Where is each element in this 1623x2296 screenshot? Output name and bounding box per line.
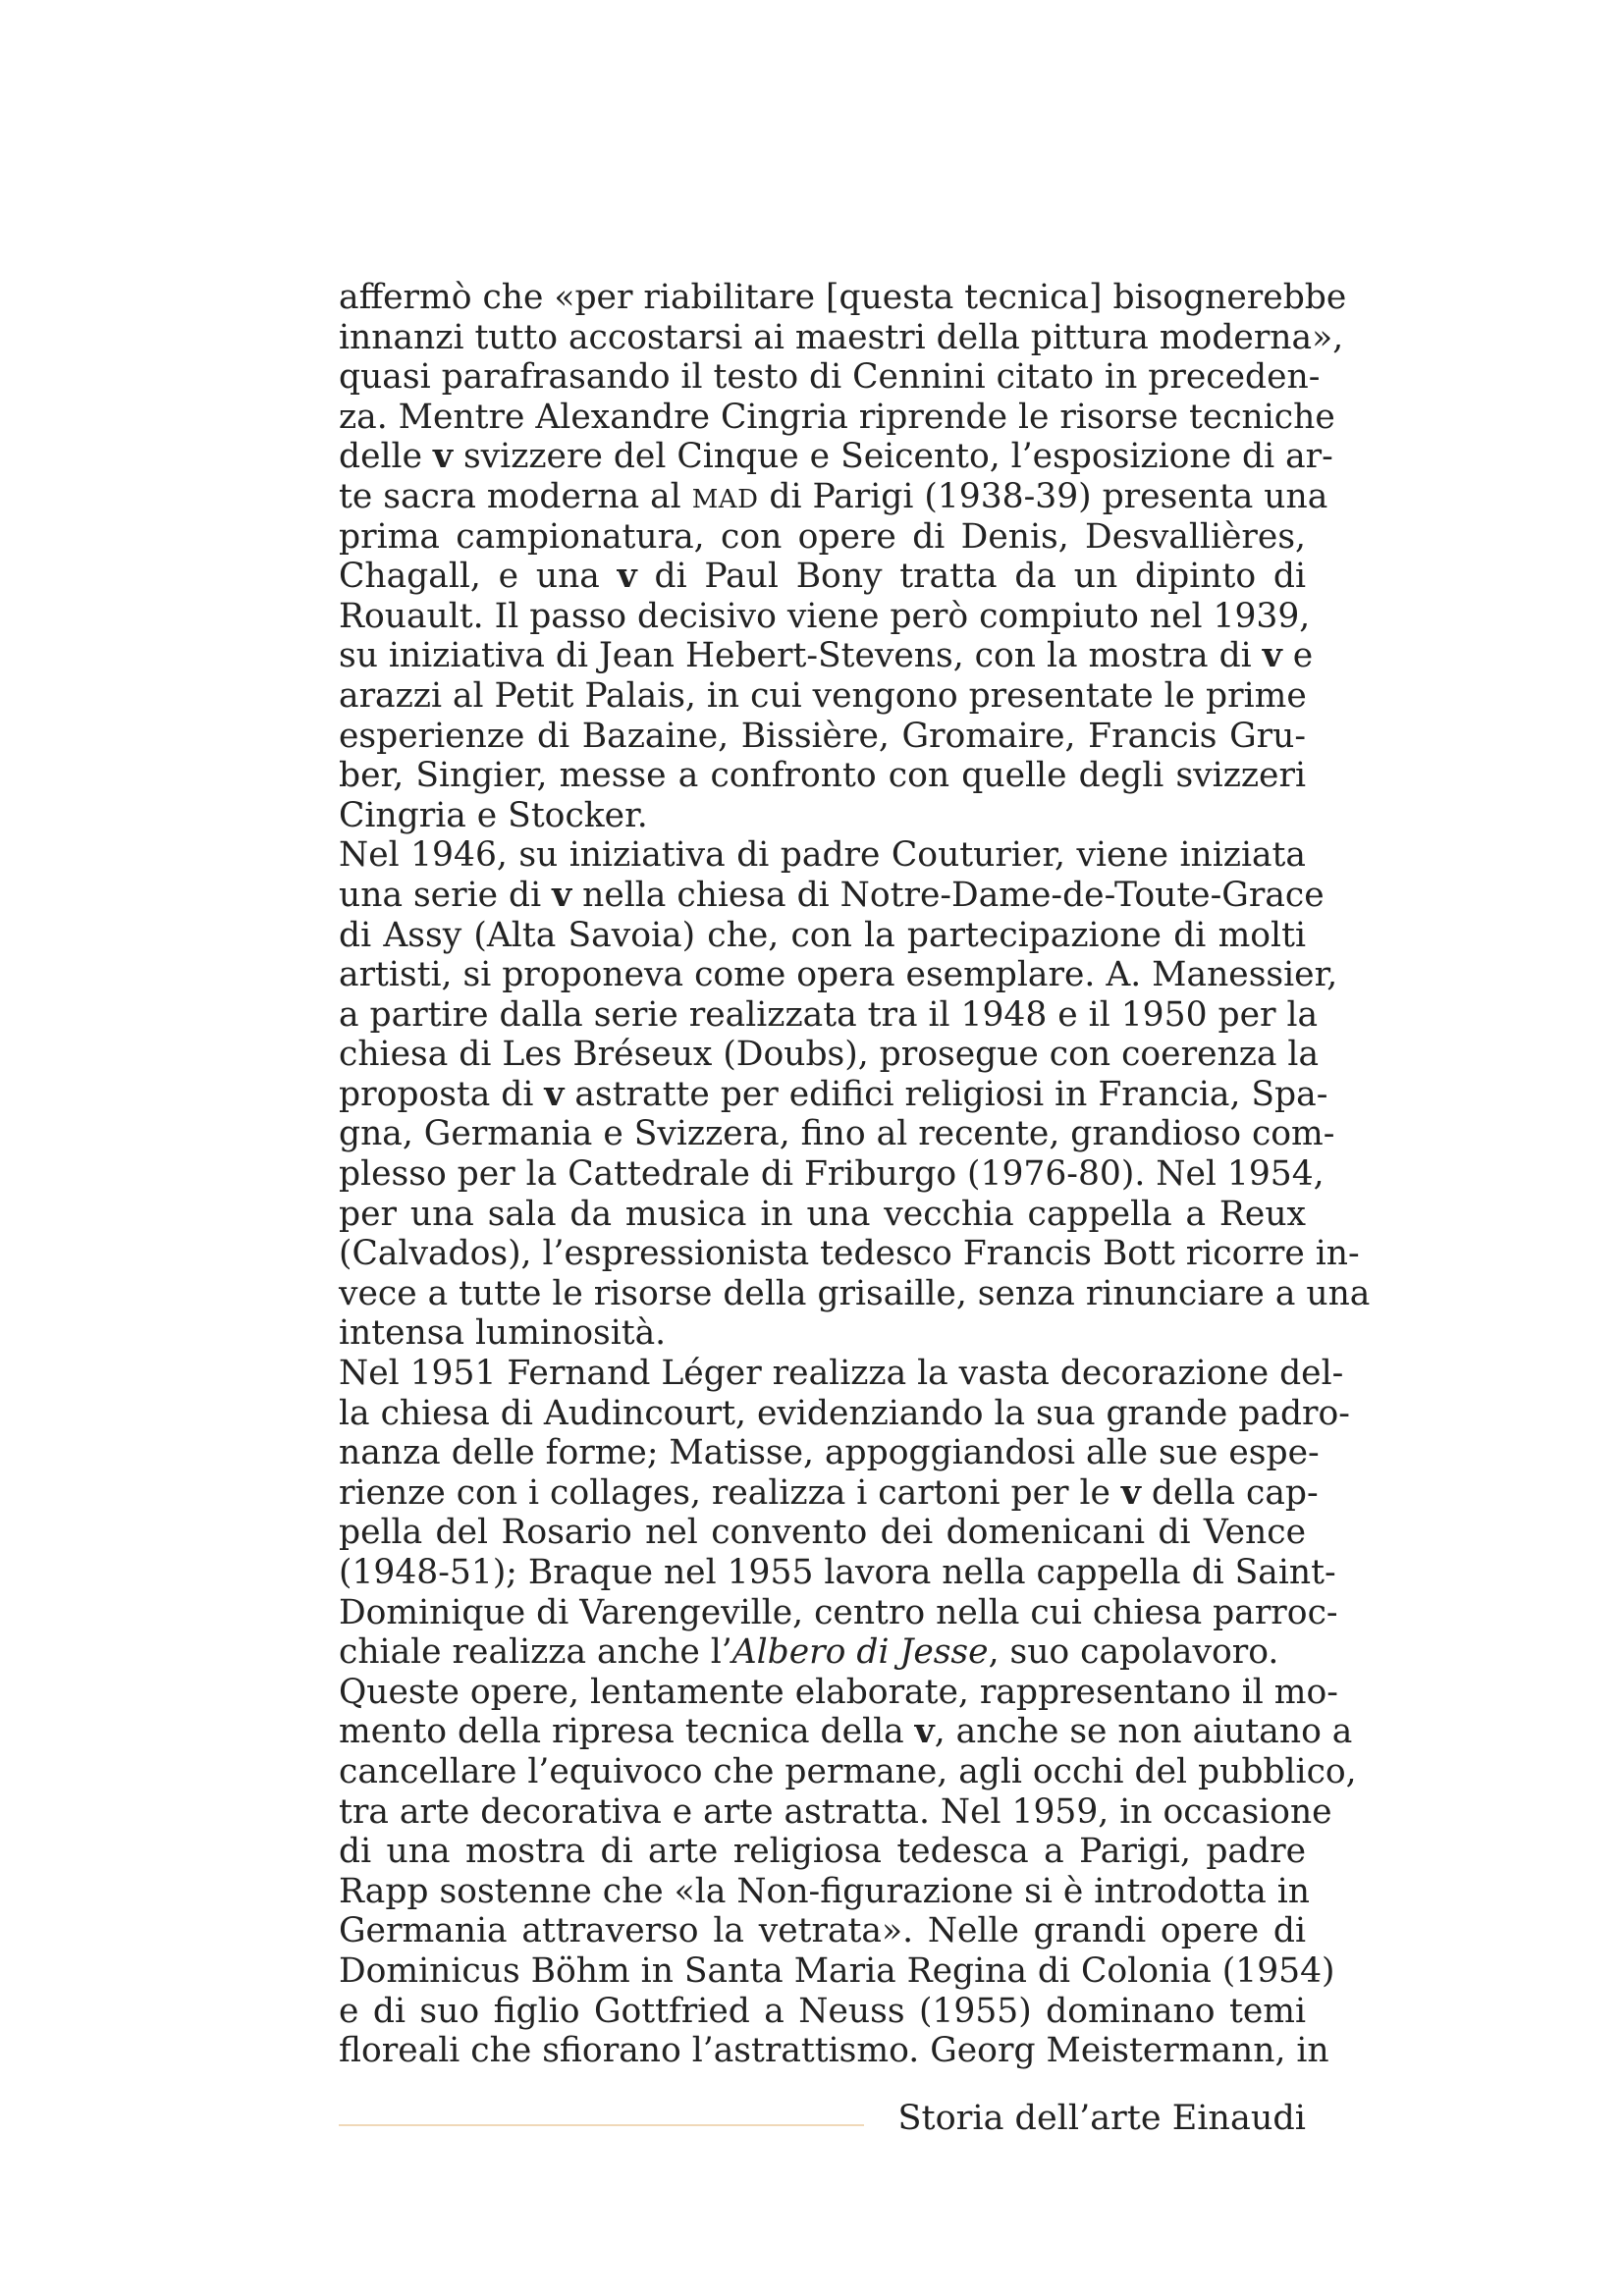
text-line: cancellare l’equivoco che permane, agli occhi del pubblico, bbox=[339, 1751, 1357, 1791]
text-line: una serie di v nella chiesa di Notre-Dame-de-Toute-Grace bbox=[339, 875, 1325, 915]
text-line: (1948-51); Braque nel 1955 lavora nella cappella di Saint- bbox=[339, 1553, 1336, 1592]
abbrev-v: v bbox=[1120, 1472, 1141, 1513]
text-line: esperienze di Bazaine, Bissière, Gromaire, Francis Gru- bbox=[339, 716, 1306, 756]
abbrev-v: v bbox=[914, 1712, 935, 1752]
abbrev-v: v bbox=[544, 1074, 565, 1114]
text-line: Dominique di Varengeville, centro nella cui chiesa parroc- bbox=[339, 1592, 1338, 1632]
text-line: intensa luminosità. bbox=[339, 1313, 667, 1354]
abbrev-v: v bbox=[432, 437, 453, 477]
text-line: vece a tutte le risorse della grisaille, senza rinunciare a una bbox=[339, 1273, 1371, 1313]
text-line: ber, Singier, messe a confronto con quelle degli svizzeri bbox=[339, 756, 1306, 796]
text-line: Queste opere, lentamente elaborate, rappresentano il mo- bbox=[339, 1672, 1338, 1712]
text-line: a partire dalla serie realizzata tra il 1948 e il 1950 per la bbox=[339, 994, 1319, 1035]
footer-title: Storia dell’arte Einaudi bbox=[897, 2099, 1306, 2138]
text-line: mento della ripresa tecnica della v, anche se non aiutano a bbox=[339, 1712, 1353, 1752]
text-line: delle v svizzere del Cinque e Seicento, l’esposizione di ar- bbox=[339, 437, 1333, 477]
text-line: Germania attraverso la vetrata». Nelle grandi opere di bbox=[339, 1911, 1306, 1951]
small-caps-mad: MAD bbox=[691, 484, 759, 514]
text-line: Nel 1951 Fernand Léger realizza la vasta decorazione del- bbox=[339, 1354, 1344, 1394]
abbrev-v: v bbox=[617, 557, 637, 597]
text-line: chiale realizza anche l’Albero di Jesse, suo capolavoro. bbox=[339, 1632, 1279, 1673]
text-line: Rouault. Il passo decisivo viene però compiuto nel 1939, bbox=[339, 596, 1311, 636]
text-line: su iniziativa di Jean Hebert-Stevens, con la mostra di v e bbox=[339, 636, 1314, 676]
text-line: per una sala da musica in una vecchia cappella a Reux bbox=[339, 1194, 1306, 1234]
text-line: quasi parafrasando il testo di Cennini citato in preceden- bbox=[339, 357, 1321, 398]
text-line: artisti, si proponeva come opera esemplare. A. Manessier, bbox=[339, 955, 1338, 995]
page-footer bbox=[339, 2095, 1306, 2154]
abbrev-v: v bbox=[1262, 636, 1282, 676]
text-line: pella del Rosario nel convento dei domenicani di Vence bbox=[339, 1513, 1306, 1553]
text-line: tra arte decorativa e arte astratta. Nel 1959, in occasione bbox=[339, 1791, 1332, 1832]
body-text bbox=[339, 278, 1371, 2071]
text-line: Cingria e Stocker. bbox=[339, 795, 648, 835]
text-line: te sacra moderna al MAD di Parigi (1938-39) presenta una bbox=[339, 476, 1328, 516]
text-line: rienze con i collages, realizza i cartoni per le v della cap- bbox=[339, 1472, 1319, 1513]
text-line: la chiesa di Audincourt, evidenziando la sua grande padro- bbox=[339, 1393, 1350, 1433]
footer-rule bbox=[339, 2124, 864, 2126]
text-line: Chagall, e una v di Paul Bony tratta da un dipinto di bbox=[339, 557, 1306, 597]
text-line: innanzi tutto accostarsi ai maestri della pittura moderna», bbox=[339, 317, 1344, 357]
text-line: arazzi al Petit Palais, in cui vengono presentate le prime bbox=[339, 675, 1307, 716]
text-line: Rapp sostenne che «la Non-figurazione si è introdotta in bbox=[339, 1871, 1310, 1911]
text-line: Nel 1946, su iniziativa di padre Couturier, viene iniziata bbox=[339, 835, 1306, 876]
text-line: prima campionatura, con opere di Denis, Desvallières, bbox=[339, 516, 1306, 557]
text-line: e di suo figlio Gottfried a Neuss (1955) dominano temi bbox=[339, 1991, 1306, 2031]
text-line: affermò che «per riabilitare [questa tecnica] bisognerebbe bbox=[339, 278, 1347, 317]
text-line: proposta di v astratte per edifici religiosi in Francia, Spa- bbox=[339, 1074, 1328, 1114]
text-line: nanza delle forme; Matisse, appoggiandosi alle sue espe- bbox=[339, 1433, 1320, 1473]
text-line: di una mostra di arte religiosa tedesca a Parigi, padre bbox=[339, 1832, 1306, 1872]
text-line: Dominicus Böhm in Santa Maria Regina di Colonia (1954) bbox=[339, 1950, 1335, 1991]
text-line: floreali che sfiorano l’astrattismo. Georg Meistermann, in bbox=[339, 2031, 1329, 2071]
text-line: gna, Germania e Svizzera, fino al recente, grandioso com- bbox=[339, 1114, 1335, 1154]
abbrev-v: v bbox=[552, 875, 572, 915]
text-line: (Calvados), l’espressionista tedesco Francis Bott ricorre in- bbox=[339, 1234, 1360, 1274]
text-line: chiesa di Les Bréseux (Doubs), prosegue con coerenza la bbox=[339, 1035, 1320, 1075]
text-line: za. Mentre Alexandre Cingria riprende le risorse tecniche bbox=[339, 397, 1335, 437]
italic-title: Albero di Jesse bbox=[731, 1632, 989, 1673]
text-line: plesso per la Cattedrale di Friburgo (1976-80). Nel 1954, bbox=[339, 1154, 1325, 1195]
text-line: di Assy (Alta Savoia) che, con la partecipazione di molti bbox=[339, 915, 1306, 955]
